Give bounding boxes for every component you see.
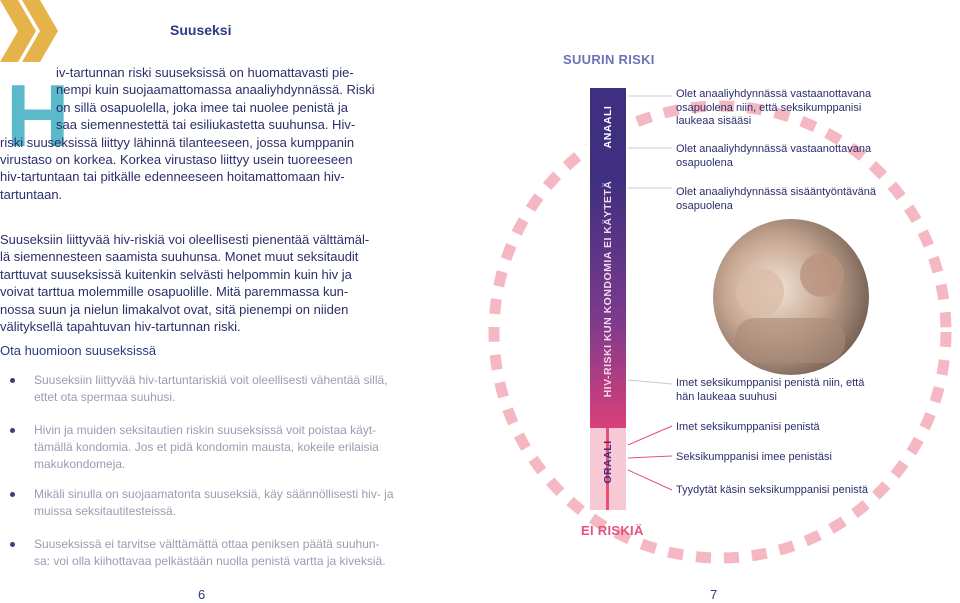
text-line: saa siemennestettä tai esiliukastetta suuhunsa. Hiv- bbox=[56, 117, 356, 133]
page-number-left: 6 bbox=[198, 587, 206, 602]
page-number-right: 7 bbox=[710, 587, 718, 602]
text-line: voivat tarttua molemmille osapuolille. Mitä paremmassa kun- bbox=[0, 284, 349, 300]
text-line: virustaso on korkea. Korkea virustaso liittyy usein tuoreeseen bbox=[0, 152, 353, 168]
text-line: Suuseksiin liittyvää hiv-riskiä voi oleellisesti pienentää välttämäl- bbox=[0, 232, 370, 247]
text-line: ettet ota spermaa suuhusi. bbox=[34, 390, 176, 404]
text-line: osapuolena bbox=[676, 199, 733, 212]
text-line: Tyydytät käsin seksikumppanisi penistä bbox=[676, 484, 868, 496]
photo-figure-shape bbox=[736, 268, 784, 316]
text-line: tarttuvat suuseksissä kuitenkin selvästi helpommin kuin hiv ja bbox=[0, 266, 352, 282]
text-line: Hivin ja muiden seksitautien riskin suuseksissä voit poistaa käyt- bbox=[34, 423, 377, 437]
text-line: iv-tartunnan riski suuseksissä on huomattavasti pie- bbox=[56, 65, 354, 80]
highest-risk-label: SUURIN RISKI bbox=[563, 52, 655, 67]
text-line: laukeaa sisääsi bbox=[676, 115, 752, 127]
text-line: sa: voi olla kiihottavaa pelkästään nuolla penistä vartta ja kiveksiä. bbox=[34, 554, 386, 568]
text-line: osapuolena bbox=[676, 156, 733, 169]
note-heading: Ota huomioon suuseksissä bbox=[0, 343, 157, 358]
text-line: Seksikumppanisi imee penistäsi bbox=[676, 451, 832, 463]
statement-oral-1 bbox=[676, 377, 864, 404]
statement-oral-3 bbox=[676, 451, 832, 465]
bar-label-oral: ORAALI bbox=[602, 440, 614, 484]
photo-figure-shape bbox=[735, 318, 845, 363]
bar-label-middle: HIV-RISKI KUN KONDOMIA EI KÄYTETÄ bbox=[602, 180, 614, 398]
text-line: Suuseksissä ei tarvitse välttämättä ottaa peniksen päätä suuhun- bbox=[34, 537, 380, 551]
text-line: Olet anaaliyhdynnässä vastaanottavana bbox=[676, 88, 872, 100]
photo-figure-shape bbox=[800, 253, 844, 297]
text-line: nossa suun ja nielun limakalvot ovat, sitä pienempi on niiden bbox=[0, 301, 349, 317]
text-line: on sillä osapuolella, joka imee tai nuolee penistä ja bbox=[56, 99, 348, 115]
text-line: Suuseksiin liittyvää hiv-tartuntariskiä voit oleellisesti vähentää sillä, bbox=[34, 373, 388, 387]
text-line: tartuntaan. bbox=[0, 186, 63, 202]
statement-anal-2 bbox=[676, 143, 871, 170]
text-line: lä siemennesteen saamista suuhunsa. Monet muut seksitaudit bbox=[0, 249, 359, 265]
bar-label-anal: ANAALI bbox=[602, 105, 614, 149]
text-line: Imet seksikumppanisi penistä bbox=[676, 421, 820, 433]
text-line: välityksellä tapahtuvan hiv-tartunnan riski. bbox=[0, 319, 241, 335]
no-risk-label: EI RISKIÄ bbox=[581, 523, 644, 538]
statement-anal-3 bbox=[676, 186, 876, 213]
statement-oral-2 bbox=[676, 421, 820, 435]
drop-cap: H bbox=[6, 66, 68, 165]
statement-anal-1 bbox=[676, 88, 871, 129]
text-line: Olet anaaliyhdynnässä vastaanottavana bbox=[676, 143, 872, 155]
text-line: hän laukeaa suuhusi bbox=[676, 390, 777, 403]
text-line: tämällä kondomia. Jos et pidä kondomin mausta, kokeile erilaisia bbox=[34, 440, 379, 454]
statement-oral-4 bbox=[676, 484, 868, 498]
text-line: makukondomeja. bbox=[34, 457, 126, 471]
text-line: Imet seksikumppanisi penistä niin, että bbox=[676, 377, 865, 389]
text-line: muissa seksitautitesteissä. bbox=[34, 504, 177, 518]
text-line: Mikäli sinulla on suojaamatonta suuseksiä, käy säännöllisesti hiv- ja bbox=[34, 487, 394, 501]
page-heading: Suuseksi bbox=[170, 22, 232, 38]
text-line: hiv-tartuntaan tai pitkälle edenneeseen hoitamattomaan hiv- bbox=[0, 169, 345, 185]
text-line: osapuolena niin, että seksikumppanisi bbox=[676, 101, 862, 114]
text-line: riski suuseksissä liittyy lähinnä tilanteeseen, jossa kumppanin bbox=[0, 134, 355, 150]
text-line: Olet anaaliyhdynnässä sisääntyöntävänä bbox=[676, 186, 876, 198]
text-line: nempi kuin suojaamattomassa anaaliyhdynnässä. Riski bbox=[56, 82, 375, 98]
